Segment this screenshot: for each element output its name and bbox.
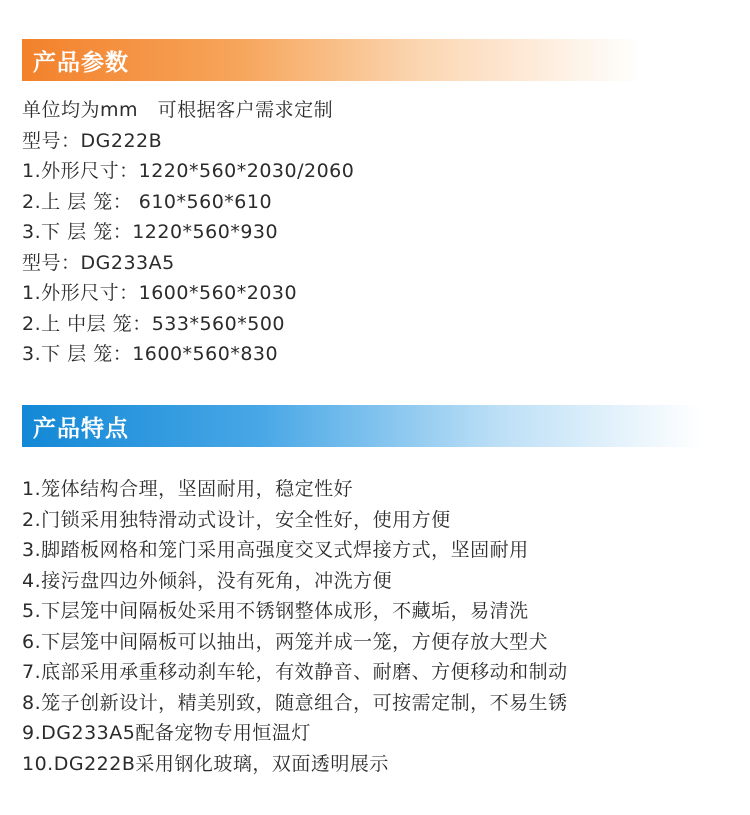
params-line-model-dg233a5: 型号：DG233A5	[22, 251, 175, 274]
feature-item: 7.底部采用承重移动刹车轮，有效静音、耐磨、方便移动和制动	[22, 661, 568, 683]
params-list	[22, 95, 354, 370]
feature-item: 1.笼体结构合理，坚固耐用，稳定性好	[22, 478, 354, 500]
params-line-unit-note: 单位均为mm 可根据客户需求定制	[22, 99, 334, 121]
params-section-title: 产品参数	[33, 49, 129, 76]
features-list	[22, 474, 568, 779]
feature-item: 2.门锁采用独特滑动式设计，安全性好，使用方便	[22, 508, 451, 531]
params-line-dg233a5-upper-middle-cage: 2.上 中层 笼：533*560*500	[22, 312, 286, 335]
params-line-dg222b-lower-cage: 3.下 层 笼：1220*560*930	[22, 221, 279, 243]
features-section-header	[22, 405, 702, 447]
params-line-dg233a5-overall-size: 1.外形尺寸：1600*560*2030	[22, 282, 298, 304]
feature-item: 4.接污盘四边外倾斜，没有死角，冲洗方便	[22, 569, 393, 592]
feature-item: 5.下层笼中间隔板处采用不锈钢整体成形，不藏垢，易清洗	[22, 600, 529, 622]
feature-item: 3.脚踏板网格和笼门采用高强度交叉式焊接方式，坚固耐用	[22, 539, 529, 561]
feature-item: 9.DG233A5配备宠物专用恒温灯	[22, 722, 311, 744]
feature-item: 8.笼子创新设计，精美别致，随意组合，可按需定制，不易生锈	[22, 691, 568, 714]
params-line-dg222b-upper-cage: 2.上 层 笼： 610*560*610	[22, 190, 273, 213]
feature-item: 10.DG222B采用钢化玻璃，双面透明展示	[22, 752, 389, 775]
params-line-model-dg222b: 型号：DG222B	[22, 129, 163, 152]
feature-item: 6.下层笼中间隔板可以抽出，两笼并成一笼，方便存放大型犬	[22, 630, 549, 653]
params-line-dg222b-overall-size: 1.外形尺寸：1220*560*2030/2060	[22, 160, 355, 182]
params-line-dg233a5-lower-cage: 3.下 层 笼：1600*560*830	[22, 343, 279, 365]
params-section-header	[22, 39, 642, 81]
features-section-title: 产品特点	[33, 415, 129, 442]
